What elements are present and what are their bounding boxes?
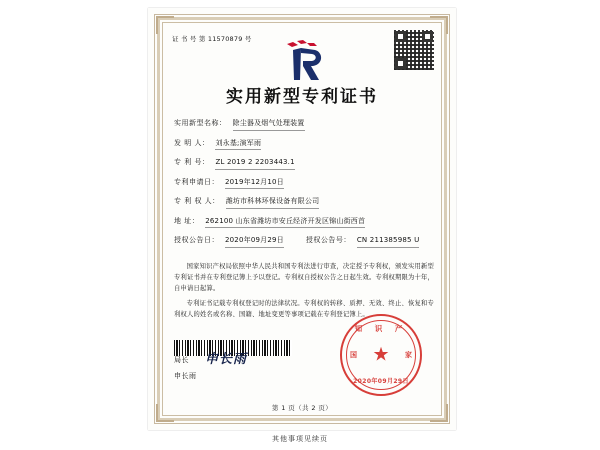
field-label: 发 明 人： <box>174 138 210 147</box>
seal-date-text: 2020年09月29日 <box>353 378 409 385</box>
field-label: 实用新型名称： <box>174 119 227 127</box>
field-value: 2019年12月10日 <box>225 177 284 190</box>
patent-office-emblem-icon <box>267 38 337 82</box>
field-row-address <box>174 216 434 229</box>
field-value: 潍坊市科林环保设备有限公司 <box>226 196 320 209</box>
patent-certificate <box>148 8 456 430</box>
field-value-grant-date: 2020年09月29日 <box>225 235 284 248</box>
field-label: 专利申请日： <box>174 177 219 186</box>
field-row-grant-announcement <box>174 235 434 248</box>
page-number: 第 1 页（共 2 页） <box>271 404 333 412</box>
field-value: 刘永基;演军雨 <box>215 138 261 151</box>
signature-block <box>174 352 247 384</box>
signature-name: 申长雨 <box>205 352 248 367</box>
field-label: 专 利 权 人： <box>174 197 220 205</box>
footer-note: 其他事项见续页 <box>272 435 328 443</box>
field-label: 地 址： <box>174 216 200 225</box>
field-row-patentee <box>174 196 434 209</box>
signature-label: 局长 <box>174 356 189 364</box>
body-text <box>174 261 434 324</box>
field-value: ZL 2019 2 2203443.1 <box>215 157 294 170</box>
official-seal <box>340 314 422 396</box>
field-value: 除尘器及烟气处理装置 <box>233 118 305 131</box>
paragraph-1: 国家知识产权局依照中华人民共和国专利法进行审查，决定授予专利权，颁发实用新型专利证书并在专利登记簿上予以登记。专利权自授权公告之日起生效。专利权期限为十年，自申请日起算。 <box>174 263 434 292</box>
corner-ornament-top-left <box>156 16 174 34</box>
field-row-invention-name <box>174 118 434 131</box>
field-label-grant-number: 授权公告号： <box>305 236 351 244</box>
certificate-number: 证 书 号 第 11570879 号 <box>172 35 252 43</box>
field-label-grant-date: 授权公告日： <box>174 236 219 244</box>
paragraph-2: 专利证书记载专利权登记时的法律状况。专利权的转移、质押、无效、终止、恢复和专利权人的姓名或名称、国籍、地址变更等事项记载在专利登记簿上。 <box>174 300 434 318</box>
field-row-inventor <box>174 138 434 151</box>
field-row-application-date <box>174 177 434 190</box>
page-title: 实用新型专利证书 <box>226 87 378 107</box>
seal-star-icon: ★ <box>372 343 390 366</box>
seal-left-text: 国 <box>350 351 357 359</box>
signature-printed-name: 申长雨 <box>174 372 197 380</box>
field-list <box>174 118 434 255</box>
seal-top-text: 知 识 产 <box>354 324 408 333</box>
signature-row <box>174 352 247 368</box>
seal-right-text: 家 <box>405 351 412 359</box>
signature-printed-row <box>174 368 247 384</box>
field-value-grant-number: CN 211385985 U <box>357 235 420 248</box>
field-label: 专 利 号： <box>174 158 210 166</box>
field-row-patent-number <box>174 157 434 170</box>
qr-code-icon <box>394 30 434 70</box>
field-value: 262100 山东省潍坊市安丘经济开发区锦山街西首 <box>205 216 365 229</box>
